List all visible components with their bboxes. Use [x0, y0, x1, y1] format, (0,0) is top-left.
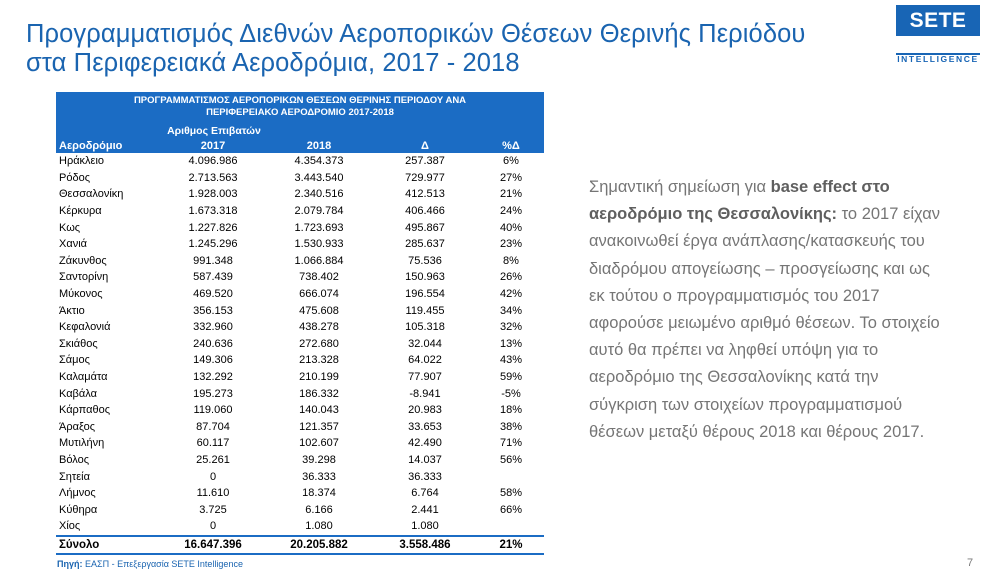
note-intro: Σημαντική σημείωση για — [589, 178, 771, 196]
table-title-line-2: ΠΕΡΙΦΕΡΕΙΑΚΟ ΑΕΡΟΔΡΟΜΙΟ 2017-2018 — [206, 107, 394, 118]
value-cell: 25.261 — [196, 453, 230, 466]
value-cell: 2.441 — [411, 503, 439, 516]
value-cell: 196.554 — [405, 288, 445, 301]
value-cell: 18.374 — [302, 487, 336, 500]
value-cell — [478, 468, 544, 485]
value-cell: 13% — [499, 337, 523, 350]
column-header: Δ — [372, 138, 478, 153]
value-cell: 272.680 — [299, 337, 339, 350]
airport-name-cell: Μύκονος — [59, 288, 103, 301]
table-row — [56, 236, 544, 253]
value-cell: 32.044 — [408, 337, 442, 350]
value-cell: 213.328 — [299, 354, 339, 367]
airport-name-cell: Ρόδος — [59, 171, 90, 184]
table-row — [56, 402, 544, 419]
table-row — [56, 468, 544, 485]
value-cell: 23% — [499, 238, 523, 251]
value-cell: 43% — [499, 354, 523, 367]
value-cell: 102.607 — [299, 437, 339, 450]
value-cell: 39.298 — [302, 453, 336, 466]
value-cell: 40% — [499, 221, 523, 234]
column-header: %Δ — [478, 138, 544, 153]
value-cell: 8% — [503, 254, 519, 267]
table-row — [56, 153, 544, 170]
value-cell: 150.963 — [405, 271, 445, 284]
total-value-cell: 21% — [478, 536, 544, 554]
page-number: 7 — [967, 557, 974, 569]
value-cell: 140.043 — [299, 404, 339, 417]
passenger-table-container — [56, 92, 544, 555]
value-cell: 240.636 — [193, 337, 233, 350]
airport-name-cell: Κάρπαθος — [59, 404, 110, 417]
source-text: ΕΑΣΠ - Επεξεργασία SETE Intelligence — [82, 559, 243, 569]
table-row — [56, 336, 544, 353]
value-cell: 1.066.884 — [294, 254, 344, 267]
value-cell: 3.443.540 — [294, 171, 344, 184]
page-title — [26, 20, 886, 78]
value-cell: 26% — [499, 271, 523, 284]
table-row — [56, 435, 544, 452]
airport-name-cell: Ηράκλειο — [59, 155, 105, 168]
value-cell: -8.941 — [409, 387, 441, 400]
airport-name-cell: Κως — [59, 221, 81, 234]
airport-name-cell: Θεσσαλονίκη — [59, 188, 124, 201]
note-body: το 2017 είχαν ανακοινωθεί έργα ανάπλασης/κατασκευής του διαδρόμου απογείωσης – προσγείωσης και ως εκ τούτου ο προγραμματισμός του 2017 αφορούσε μειωμένο αριθμό θέσεων. Το στοιχείο αυτό θα πρέπει να ληφθεί υπόψη για το αεροδρόμιο της Θεσσαλονίκης κατά την σύγκριση των στοιχείων προγραμματισμού θέσεων μεταξύ θέρους 2018 και θέρους 2017. — [589, 205, 941, 441]
value-cell: 195.273 — [193, 387, 233, 400]
source-label: Πηγή: — [57, 559, 83, 569]
value-cell: 186.332 — [299, 387, 339, 400]
airport-name-cell: Σκιάθος — [59, 337, 98, 350]
total-value-cell: 20.205.882 — [266, 536, 372, 554]
value-cell: 438.278 — [299, 321, 339, 334]
value-cell: 1.227.826 — [188, 221, 238, 234]
airport-name-cell: Κεφαλονιά — [59, 321, 111, 334]
value-cell: 332.960 — [193, 321, 233, 334]
airport-name-cell: Χανιά — [59, 238, 87, 251]
value-cell: 257.387 — [405, 155, 445, 168]
value-cell: 495.867 — [405, 221, 445, 234]
value-cell: 121.357 — [299, 420, 339, 433]
value-cell: 71% — [499, 437, 523, 450]
value-cell: 64.022 — [408, 354, 442, 367]
airport-name-cell: Βόλος — [59, 453, 89, 466]
value-cell: 32% — [499, 321, 523, 334]
table-subheader-spacer — [372, 124, 544, 138]
value-cell: -5% — [501, 387, 521, 400]
airport-name-cell: Λήμνος — [59, 487, 96, 500]
airport-name-cell: Καβάλα — [59, 387, 97, 400]
value-cell: 56% — [499, 453, 523, 466]
value-cell: 105.318 — [405, 321, 445, 334]
value-cell: 6% — [503, 155, 519, 168]
table-row — [56, 452, 544, 469]
airport-name-cell: Σάμος — [59, 354, 90, 367]
total-label-cell: Σύνολο — [56, 536, 160, 554]
table-title-line-1: ΠΡΟΓΡΑΜΜΑΤΙΣΜΟΣ ΑΕΡΟΠΟΡΙΚΩΝ ΘΕΣΕΩΝ ΘΕΡΙΝΗΣ ΠΕΡΙΟΔΟΥ ΑΝΑ — [133, 95, 467, 106]
airport-name-cell: Χίος — [59, 520, 81, 533]
airport-name-cell: Ζάκυνθος — [59, 254, 107, 267]
table-title — [56, 92, 544, 124]
value-cell: 4.096.986 — [188, 155, 238, 168]
page-title-line-2: στα Περιφερειακά Αεροδρόμια, 2017 - 2018 — [26, 49, 520, 77]
value-cell: 1.928.003 — [188, 188, 238, 201]
value-cell: 1.080 — [411, 520, 439, 533]
value-cell: 210.199 — [299, 371, 339, 384]
column-header: Αεροδρόμιο — [56, 138, 160, 153]
value-cell: 738.402 — [299, 271, 339, 284]
value-cell: 21% — [499, 188, 523, 201]
value-cell: 66% — [499, 503, 523, 516]
value-cell: 2.713.563 — [188, 171, 238, 184]
value-cell: 4.354.373 — [294, 155, 344, 168]
value-cell: 3.725 — [199, 503, 227, 516]
value-cell: 729.977 — [405, 171, 445, 184]
value-cell: 60.117 — [196, 437, 230, 450]
table-row — [56, 518, 544, 536]
value-cell: 33.653 — [408, 420, 442, 433]
table-row — [56, 319, 544, 336]
airport-name-cell: Άραξος — [59, 420, 96, 433]
sete-intelligence-logo — [896, 5, 980, 64]
passenger-seats-table — [56, 92, 544, 555]
table-row — [56, 302, 544, 319]
note-emphasis: base effect στο αεροδρόμιο της Θεσσαλονίκης: — [589, 178, 890, 224]
value-cell: 42.490 — [408, 437, 442, 450]
column-header-row — [56, 138, 544, 153]
value-cell: 2.079.784 — [294, 205, 344, 218]
column-header: 2017 — [160, 138, 266, 153]
value-cell: 991.348 — [193, 254, 233, 267]
value-cell: 119.455 — [405, 304, 445, 317]
airport-name-cell: Άκτιο — [59, 304, 85, 317]
value-cell: 1.245.296 — [188, 238, 238, 251]
logo-subtitle: INTELLIGENCE — [897, 54, 979, 64]
value-cell: 58% — [499, 487, 523, 500]
value-cell: 14.037 — [408, 453, 442, 466]
value-cell: 119.060 — [193, 404, 233, 417]
value-cell: 1.530.933 — [294, 238, 344, 251]
page-title-line-1: Προγραμματισμός Διεθνών Αεροπορικών Θέσεων Θερινής Περιόδου — [26, 20, 806, 48]
logo-name: SETE — [896, 5, 980, 36]
value-cell: 34% — [499, 304, 523, 317]
value-cell: 20.983 — [408, 404, 442, 417]
value-cell: 1.673.318 — [188, 205, 238, 218]
total-value-cell: 3.558.486 — [372, 536, 478, 554]
table-row — [56, 352, 544, 369]
airport-name-cell: Κύθηρα — [59, 503, 98, 516]
value-cell: 285.637 — [405, 238, 445, 251]
total-row — [56, 536, 544, 554]
value-cell — [478, 518, 544, 536]
value-cell: 406.466 — [405, 205, 445, 218]
total-value-cell: 16.647.396 — [160, 536, 266, 554]
table-row — [56, 286, 544, 303]
value-cell: 6.166 — [305, 503, 333, 516]
source-note — [57, 559, 243, 569]
value-cell: 666.074 — [299, 288, 339, 301]
value-cell: 75.536 — [408, 254, 442, 267]
airport-name-cell: Σαντορίνη — [59, 271, 109, 284]
table-row — [56, 485, 544, 502]
table-row — [56, 369, 544, 386]
value-cell: 475.608 — [299, 304, 339, 317]
value-cell: 1.080 — [305, 520, 333, 533]
table-row — [56, 269, 544, 286]
table-row — [56, 385, 544, 402]
value-cell: 356.153 — [193, 304, 233, 317]
value-cell: 149.306 — [193, 354, 233, 367]
table-row — [56, 253, 544, 270]
value-cell: 38% — [499, 420, 523, 433]
column-header: 2018 — [266, 138, 372, 153]
value-cell: 11.610 — [196, 487, 230, 500]
value-cell: 587.439 — [193, 271, 233, 284]
value-cell: 0 — [209, 470, 217, 483]
value-cell: 469.520 — [193, 288, 233, 301]
airport-name-cell: Κέρκυρα — [59, 205, 102, 218]
table-row — [56, 219, 544, 236]
table-subheader: Αριθμος Επιβατών — [56, 124, 372, 138]
value-cell: 42% — [499, 288, 523, 301]
table-row — [56, 501, 544, 518]
value-cell: 2.340.516 — [294, 188, 344, 201]
table-row — [56, 203, 544, 220]
value-cell: 77.907 — [408, 371, 442, 384]
table-row — [56, 419, 544, 436]
important-note — [589, 174, 949, 446]
table-body — [56, 153, 544, 536]
value-cell: 87.704 — [196, 420, 230, 433]
value-cell: 0 — [209, 520, 217, 533]
value-cell: 59% — [499, 371, 523, 384]
airport-name-cell: Καλαμάτα — [59, 371, 108, 384]
value-cell: 412.513 — [405, 188, 445, 201]
value-cell: 1.723.693 — [294, 221, 344, 234]
value-cell: 24% — [499, 205, 523, 218]
airport-name-cell: Μυτιλήνη — [59, 437, 105, 450]
value-cell: 36.333 — [408, 470, 442, 483]
value-cell: 36.333 — [302, 470, 336, 483]
value-cell: 132.292 — [193, 371, 233, 384]
value-cell: 27% — [499, 171, 523, 184]
value-cell: 6.764 — [411, 487, 439, 500]
table-row — [56, 186, 544, 203]
table-row — [56, 170, 544, 187]
value-cell: 18% — [499, 404, 523, 417]
airport-name-cell: Σητεία — [59, 470, 90, 483]
